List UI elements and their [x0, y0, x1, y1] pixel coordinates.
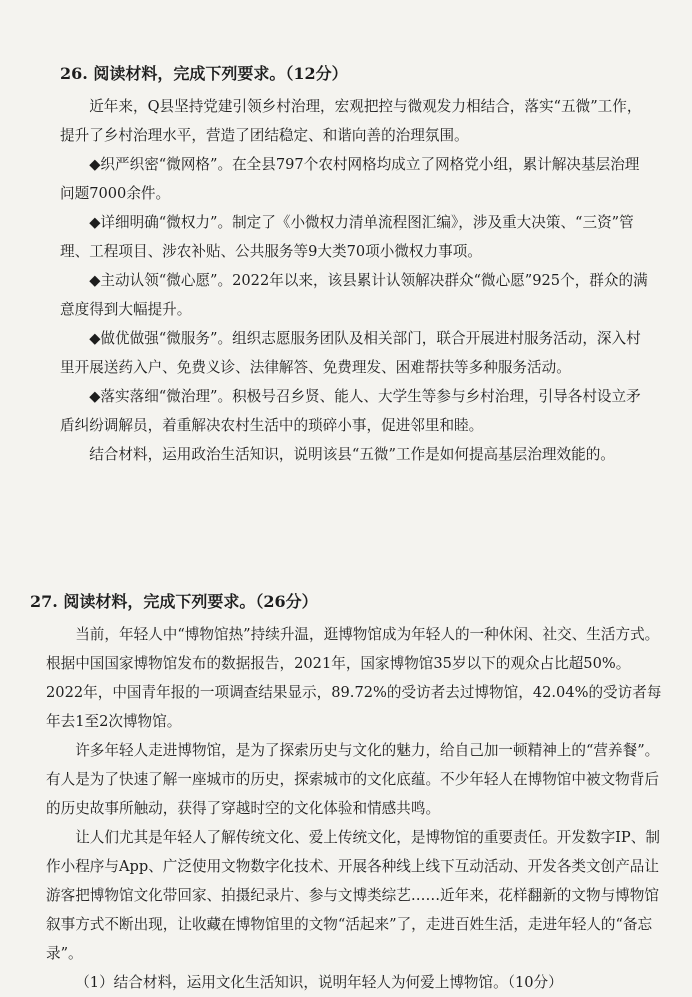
question-26-title: 26. 阅读材料，完成下列要求。（12分）	[60, 64, 348, 83]
q26-paragraph-governance: ◆落实落细“微治理”。积极号召乡贤、能人、大学生等参与乡村治理，引导各村设立矛盾纠纷调解员，着重解决农村生活中的琐碎小事，促进邻里和睦。	[60, 388, 641, 434]
q26-question-prompt: 结合材料，运用政治生活知识，说明该县“五微”工作是如何提高基层治理效能的。	[89, 446, 615, 463]
question-27	[30, 590, 662, 997]
q26-paragraph-service: ◆做优做强“微服务”。组织志愿服务团队及相关部门，联合开展进村服务活动，深入村里开展送药入户、免费义诊、法律解答、免费理发、困难帮扶等多种服务活动。	[60, 330, 641, 376]
q26-paragraph-power: ◆详细明确“微权力”。制定了《小微权力清单流程图汇编》，涉及重大决策、“三资”管理、工程项目、涉农补贴、公共服务等9大类70项小微权力事项。	[60, 214, 634, 260]
q26-paragraph-wish: ◆主动认领“微心愿”。2022年以来，该县累计认领解决群众“微心愿”925个，群众的满意度得到大幅提升。	[60, 272, 648, 318]
q27-paragraph-reasons: 许多年轻人走进博物馆，是为了探索历史与文化的魅力，给自己加一顿精神上的“营养餐”。有人是为了快速了解一座城市的历史，探索城市的文化底蕴。不少年轻人在博物馆中被文物背后的历史故事所触动，获得了穿越时空的文化体验和情感共鸣。	[46, 742, 660, 817]
question-27-title: 27. 阅读材料，完成下列要求。（26分）	[30, 592, 318, 611]
q26-paragraph-intro: 近年来，Q县坚持党建引领乡村治理，宏观把控与微观发力相结合，落实“五微”工作，提升了乡村治理水平，营造了团结稳定、和谐向善的治理氛围。	[60, 98, 642, 144]
q27-subquestion-1: （1）结合材料，运用文化生活知识，说明年轻人为何爱上博物馆。（10分）	[75, 974, 563, 991]
question-26	[60, 62, 652, 469]
q27-paragraph-trend: 当前，年轻人中“博物馆热”持续升温，逛博物馆成为年轻人的一种休闲、社交、生活方式。根据中国国家博物馆发布的数据报告，2021年，国家博物馆35岁以下的观众占比超50%。2022年，中国青年报的一项调查结果显示，89.72%的受访者去过博物馆，42.04%的受访者每年去1至2次博物馆。	[46, 626, 662, 730]
q27-paragraph-museum-efforts: 让人们尤其是年轻人了解传统文化、爱上传统文化，是博物馆的重要责任。开发数字IP、制作小程序与App、广泛使用文物数字化技术、开展各种线上线下互动活动、开发各类文创产品让游客把博物馆文化带回家、拍摄纪录片、参与文博类综艺……近年来，花样翻新的文物与博物馆叙事方式不断出现，让收藏在博物馆里的文物“活起来”了，走进百姓生活，走进年轻人的“备忘录”。	[46, 829, 660, 962]
q26-paragraph-grid: ◆织严织密“微网格”。在全县797个农村网格均成立了网格党小组，累计解决基层治理问题7000余件。	[60, 156, 640, 202]
